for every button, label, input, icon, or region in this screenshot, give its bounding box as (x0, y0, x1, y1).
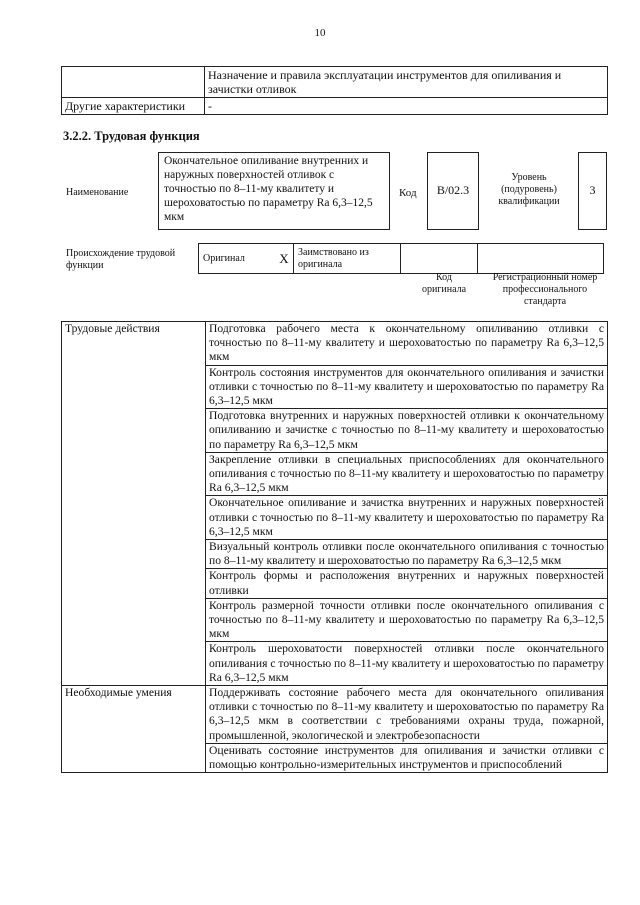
section-label (62, 598, 206, 642)
section-label (62, 569, 206, 598)
table-row (62, 598, 608, 642)
section-item: Закрепление отливки в специальных приспособлениях для окончательного опиливания с точностью по 8–11-му квалитету и шероховатостью по параметру Ra 6,3–12,5 мкм (206, 452, 608, 496)
function-code: B/02.3 (427, 152, 479, 230)
section-label (62, 642, 206, 686)
name-label: Наименование (66, 187, 129, 198)
section-item: Подготовка внутренних и наружных поверхностей отливки к окончательному опиливанию и зачистке с точностью по 8–11-му квалитету и шероховатостью по параметру Ra 6,3–12,5 мкм (206, 409, 608, 453)
original-mark: X (275, 244, 294, 274)
section-label (62, 540, 206, 569)
row-value: - (205, 98, 608, 115)
table-row (62, 642, 608, 686)
labor-actions-table (61, 321, 608, 773)
section-item: Подготовка рабочего места к окончательному опиливанию отливки с точностью по 8–11-му квалитету и шероховатостью по параметру Ra 6,3–12,5 мкм (206, 322, 608, 366)
section-label: Необходимые умения (62, 686, 206, 744)
table-row (62, 452, 608, 496)
section-label (62, 365, 206, 409)
function-name: Окончательное опиливание внутренних и наружных поверхностей отливок с точностью по 8–11-му квалитету и шероховатостью по параметру Ra 6,3–12,5 мкм (158, 152, 390, 230)
continuation-table (61, 66, 608, 115)
section-item: Визуальный контроль отливки после окончательного опиливания с точностью по 8–11-му квалитету и шероховатостью по параметру Ra 6,3–12,5 мкм (206, 540, 608, 569)
row-label (62, 67, 205, 98)
original-label: Оригинал (199, 244, 276, 274)
table-row (62, 67, 608, 98)
table-row (62, 409, 608, 453)
table-row (62, 322, 608, 366)
borrowed-label: Заимствовано из оригинала (294, 244, 401, 274)
table-row (62, 569, 608, 598)
table-row (62, 98, 608, 115)
qualification-level: 3 (578, 152, 607, 230)
section-item: Окончательное опиливание и зачистка внутренних и наружных поверхностей отливки с точностью по 8–11-му квалитету и шероховатостью по параметру Ra 6,3–12,5 мкм (206, 496, 608, 540)
table-row (62, 743, 608, 772)
table-row (199, 244, 604, 274)
section-label: Трудовые действия (62, 322, 206, 366)
section-item: Оценивать состояние инструментов для опиливания и зачистки отливки с помощью контрольно-измерительных инструментов и приспособлений (206, 743, 608, 772)
table-row (62, 365, 608, 409)
section-title: 3.2.2. Трудовая функция (63, 129, 200, 143)
section-label (62, 743, 206, 772)
section-label (62, 409, 206, 453)
row-label: Другие характеристики (62, 98, 205, 115)
section-label (62, 452, 206, 496)
section-item: Контроль размерной точности отливки после окончательного опиливания с точностью по 8–11-му квалитету и шероховатостью по параметру Ra 6,3–12,5 мкм (206, 598, 608, 642)
reg-number-cell (478, 244, 604, 274)
table-row (62, 496, 608, 540)
reg-number-caption: Регистрационный номер профессионального стандарта (492, 272, 598, 307)
code-original-caption: Код оригинала (421, 272, 467, 295)
table-row (62, 686, 608, 744)
section-item: Контроль формы и расположения внутренних и наружных поверхностей отливки (206, 569, 608, 598)
code-label: Код (399, 187, 417, 199)
original-code-cell (401, 244, 478, 274)
origin-table (198, 243, 604, 274)
section-item: Контроль состояния инструментов для окончательного опиливания и зачистки отливки с точностью по 8–11-му квалитету и шероховатостью по параметру Ra 6,3–12,5 мкм (206, 365, 608, 409)
section-label (62, 496, 206, 540)
section-item: Контроль шероховатости поверхностей отливки после окончательного опиливания с точностью по 8–11-му квалитету и шероховатостью по параметру Ra 6,3–12,5 мкм (206, 642, 608, 686)
origin-label: Происхождение трудовой функции (66, 248, 176, 271)
page-number: 10 (314, 27, 326, 39)
table-row (62, 540, 608, 569)
level-label: Уровень (подуровень) квалификации (498, 172, 560, 207)
section-item: Поддерживать состояние рабочего места для окончательного опиливания отливки с точностью по 8–11-му квалитету и шероховатостью по параметру Ra 6,3–12,5 мкм в соответствии с требованиями охраны труда, пожарной, промышленной, экологической и электробезопасности (206, 686, 608, 744)
row-value: Назначение и правила эксплуатации инструментов для опиливания и зачистки отливок (205, 67, 608, 98)
